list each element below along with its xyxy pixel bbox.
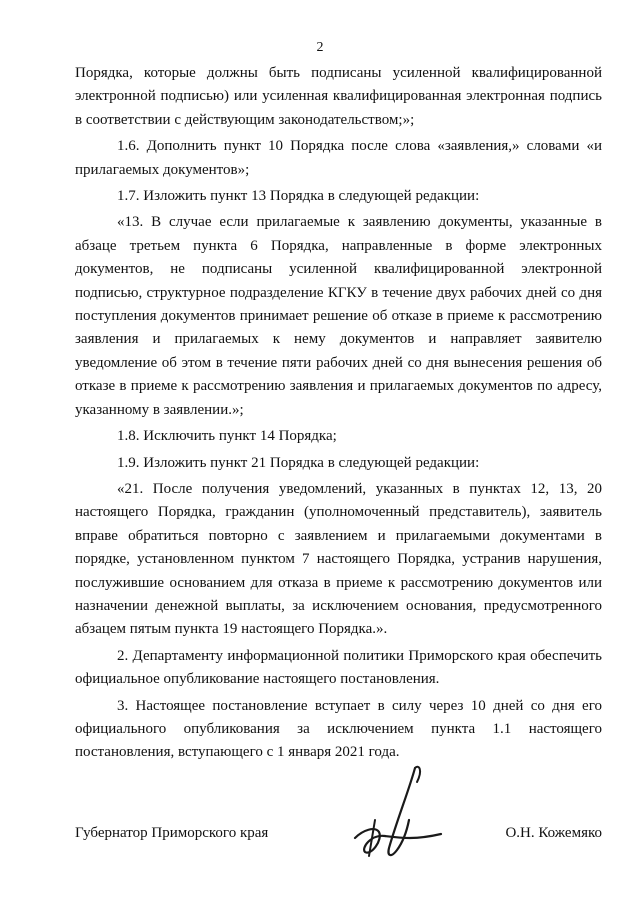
- paragraph: 1.8. Исключить пункт 14 Порядка;: [117, 428, 337, 445]
- signer-title: Губернатор Приморского края: [75, 825, 269, 841]
- paragraph: 1.7. Изложить пункт 13 Порядка в следующей редакции:: [117, 188, 480, 205]
- paragraph: «21. После получения уведомлений, указанных в пунктах 12, 13, 20 настоящего Порядка, гражданин (уполномоченный представитель), заявитель вправе обратиться повторно с заявлением и прилагаемыми документами в порядке, установленном пунктом 7 настоящего Порядка, устранив нарушения, послужившие основанием для отказа в приеме к рассмотрению документов или назначении денежной выплаты, за исключением основания, предусмотренного абзацем пятым пункта 19 настоящего Порядка.».: [75, 480, 602, 638]
- signature-block: [75, 825, 602, 855]
- signer-name: О.Н. Кожемяко: [505, 825, 602, 841]
- paragraph: 2. Департаменту информационной политики Приморского края обеспечить официальное опубликование настоящего постановления.: [75, 647, 602, 688]
- paragraph: Порядка, которые должны быть подписаны усиленной квалифицированной электронной подписью) или усиленная квалифицированная электронная подпись в соответствии с действующим законодательством;»;: [75, 65, 602, 128]
- paragraph: «13. В случае если прилагаемые к заявлению документы, указанные в абзаце третьем пункта 6 Порядка, направленные в форме электронных документов, не подписаны усиленной квалифицированной электронной подписью, структурное подразделение КГКУ в течение двух рабочих дней со дня поступления документов принимает решение об отказе в приеме к рассмотрению заявления и прилагаемых к нему документов и направляет заявителю уведомление об этом в течение пяти рабочих дней со дня вынесения решения об отказе в приеме к рассмотрению заявления и прилагаемых документов по адресу, указанному в заявлении.»;: [75, 214, 602, 418]
- document-body: [75, 62, 602, 765]
- page-number: 2: [316, 40, 324, 55]
- paragraph: 1.6. Дополнить пункт 10 Порядка после слова «заявления,» словами «и прилагаемых документов»;: [75, 138, 602, 178]
- paragraph: 1.9. Изложить пункт 21 Порядка в следующей редакции:: [117, 454, 480, 471]
- paragraph: 3. Настоящее постановление вступает в силу через 10 дней со дня его официального опубликования за исключением пункта 1.1 настоящего постановления, вступающего с 1 января 2021 года.: [75, 697, 602, 761]
